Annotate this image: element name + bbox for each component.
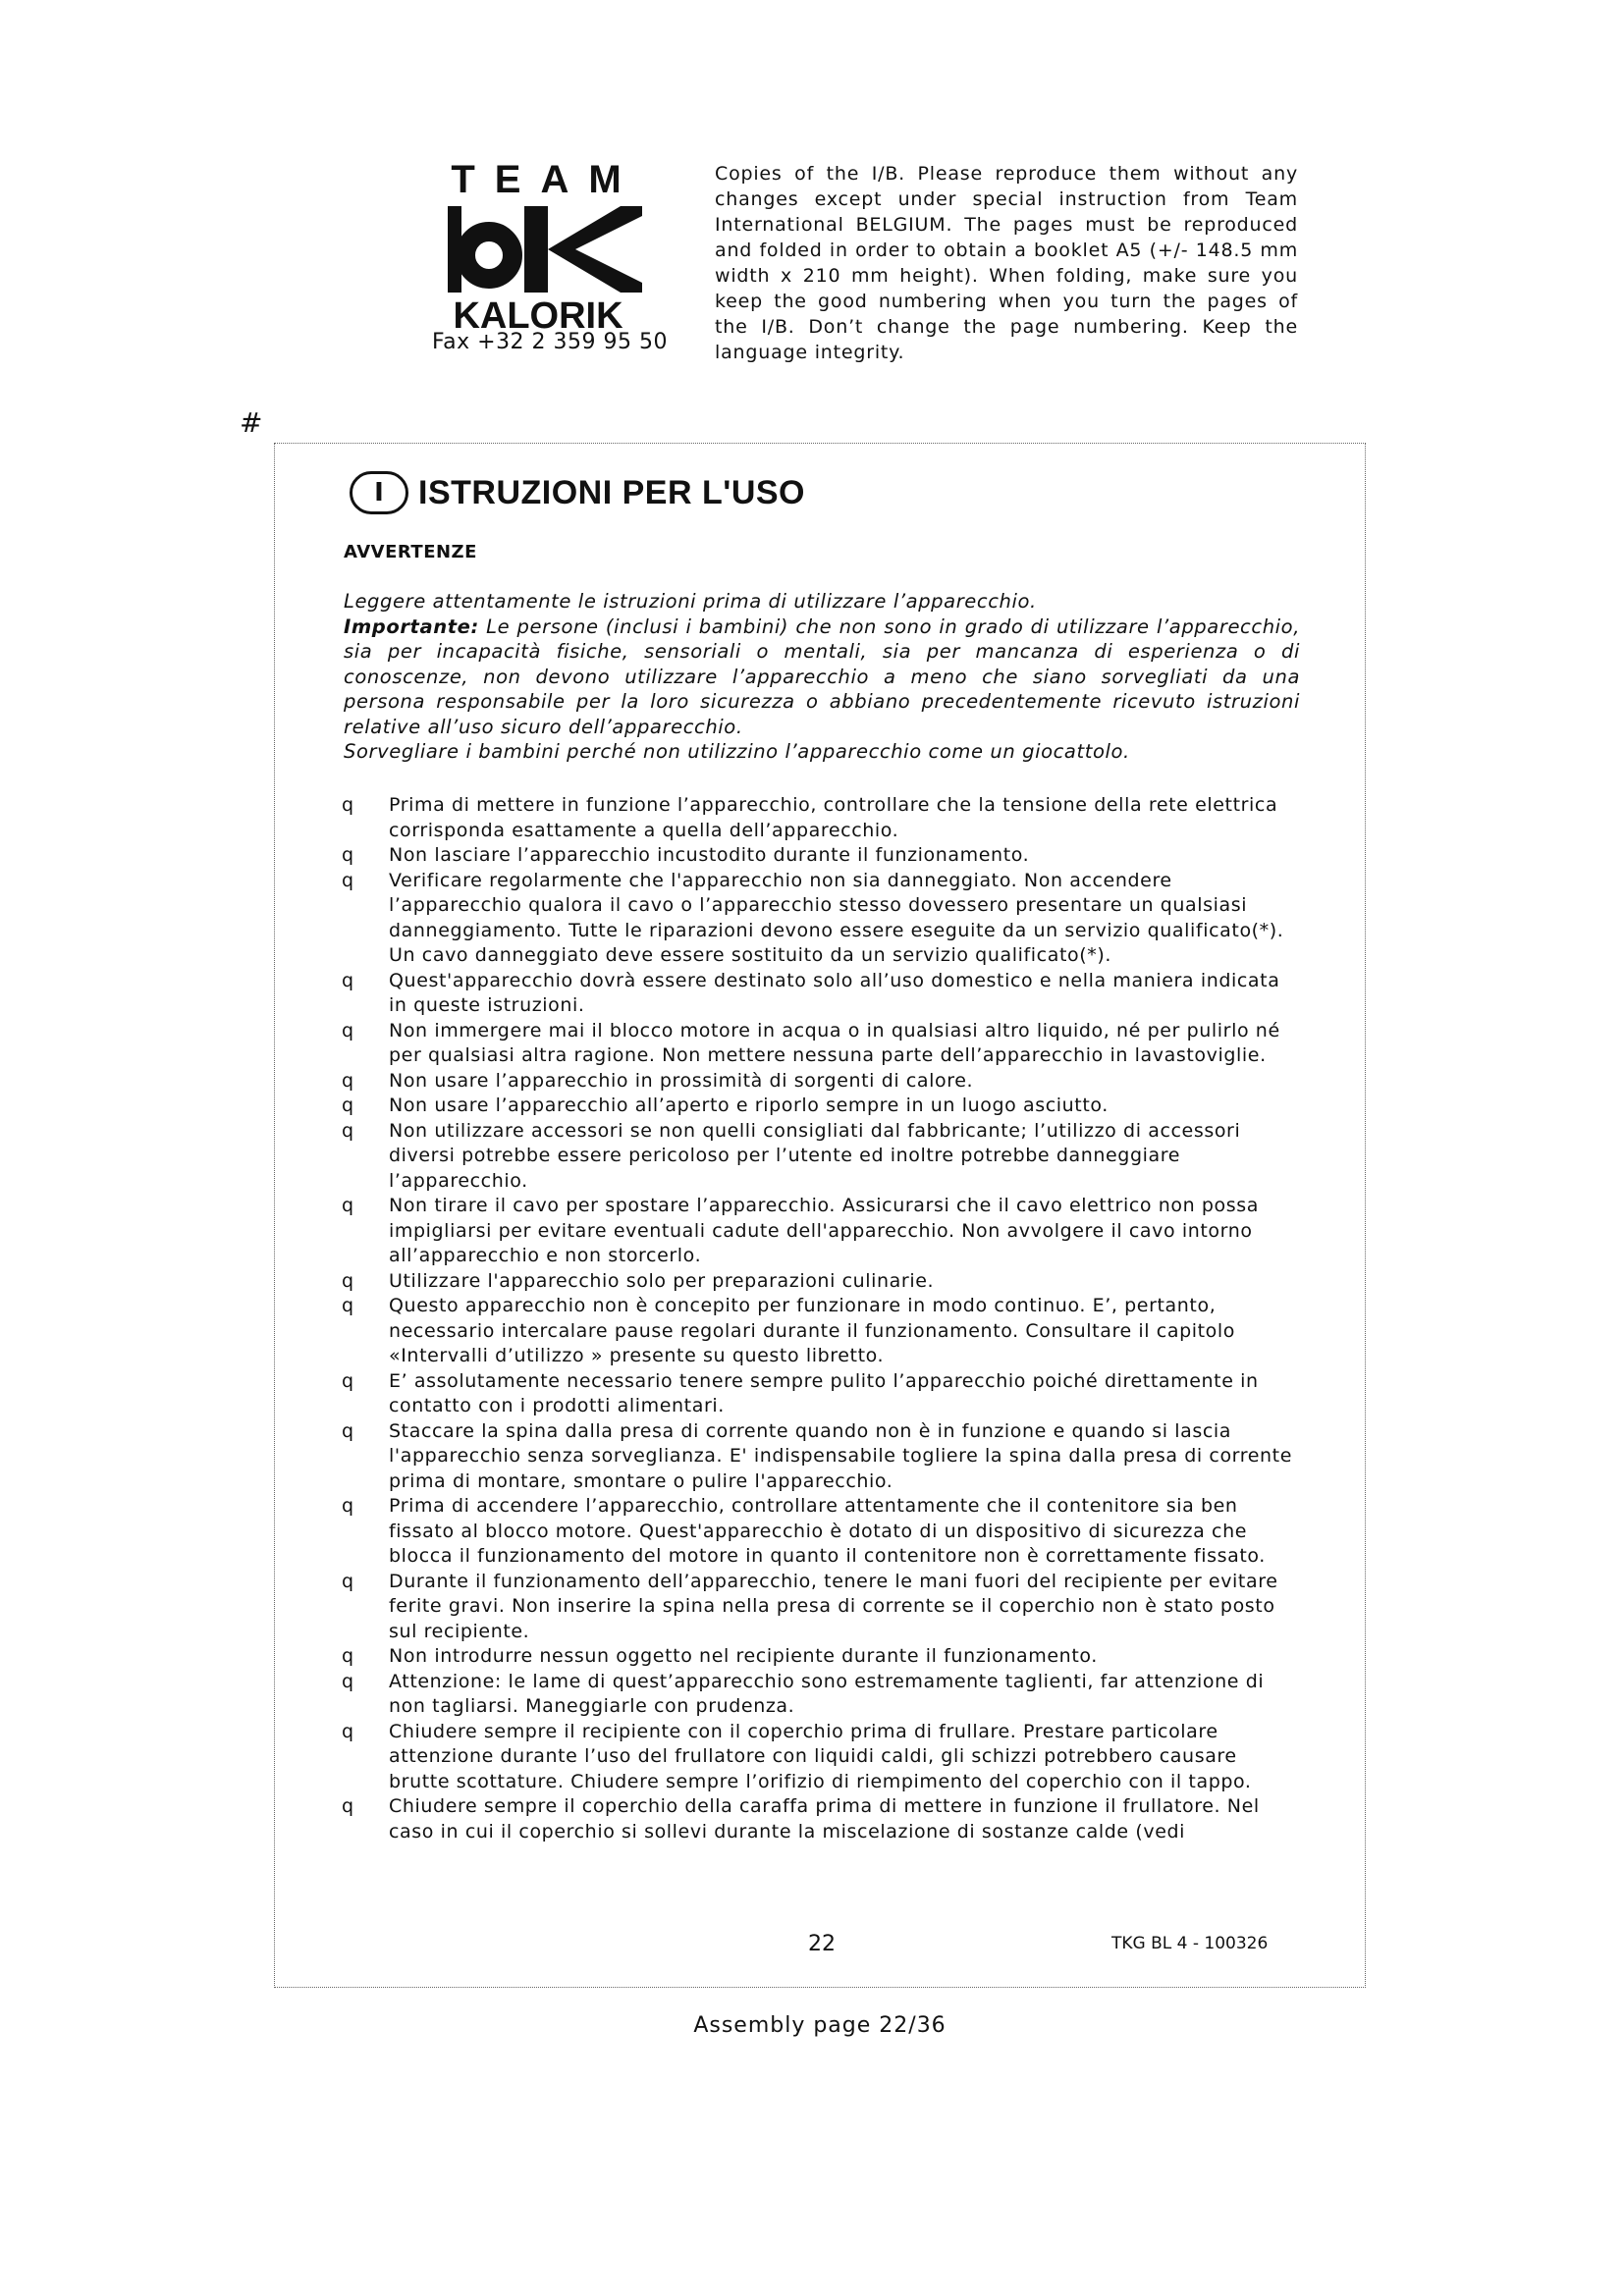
rule-text: Questo apparecchio non è concepito per funzionare in modo continuo. E’, pertanto, necessario intercalare pause regolari durante il funzionamento. Consultare il capitolo «Intervalli d’utilizzo » presente su questo libretto. <box>389 1295 1235 1366</box>
bullet-marker: q <box>342 1369 354 1392</box>
bullet-marker: q <box>342 794 354 816</box>
bullet-marker: q <box>342 1720 354 1742</box>
hash-mark: # <box>240 406 263 439</box>
bullet-marker: q <box>342 1795 354 1817</box>
kalorik-logo <box>428 159 664 332</box>
bullet-marker: q <box>342 1069 354 1092</box>
intro-text <box>344 589 1300 765</box>
list-item <box>342 1094 1304 1119</box>
logo-bar-left <box>448 206 461 293</box>
list-item <box>342 1570 1304 1645</box>
bullet-marker: q <box>342 1495 354 1517</box>
rule-text: Prima di accendere l’apparecchio, controllare attentamente che il contenitore sia ben fissato al blocco motore. Quest'apparecchio è dotato di un dispositivo di sicurezza che blocca il funzionamento del motore in quanto il contenitore non è correttamente fissato. <box>389 1495 1266 1567</box>
list-item <box>342 1670 1304 1720</box>
list-item <box>342 1069 1304 1095</box>
logo-circle-shape <box>465 232 513 279</box>
list-item <box>342 1794 1304 1844</box>
page-number: 22 <box>808 1932 836 1956</box>
bullet-marker: q <box>342 969 354 991</box>
rule-text: Non usare l’apparecchio all’aperto e riporlo sempre in un luogo asciutto. <box>389 1095 1109 1116</box>
bullet-marker: q <box>342 1095 354 1116</box>
logo-k-arms <box>548 206 642 293</box>
bullet-marker: q <box>342 1570 354 1592</box>
assembly-label: Assembly page 22/36 <box>693 2013 947 2038</box>
list-item <box>342 1269 1304 1295</box>
important-text: Le persone (inclusi i bambini) che non sono in grado di utilizzare l’apparecchio, sia per incapacità fisiche, sensoriali o mentali, sia per mancanza di esperienza o di conoscenze, non devono utilizzare l’apparecchio a meno che siano sorvegliati da una persona responsabile per la loro sicurezza o abbiano precedentemente ricevuto istruzioni relative all’uso sicuro dell’apparecchio. <box>344 614 1300 738</box>
rule-text: Non usare l’apparecchio in prossimità di sorgenti di calore. <box>389 1069 974 1092</box>
rule-text: Chiudere sempre il coperchio della caraffa prima di mettere in funzione il frullatore. Nel caso in cui il coperchio si sollevi durante la miscelazione di sostanze calde (vedi <box>389 1795 1260 1842</box>
rule-text: E’ assolutamente necessario tenere sempre pulito l’apparecchio poiché direttamente in contatto con i prodotti alimentari. <box>389 1369 1259 1416</box>
bullet-marker: q <box>342 1419 354 1442</box>
reproduction-instructions: Copies of the I/B. Please reproduce them without any changes except under special instruction from Team International BELGIUM. The pages must be reproduced and folded in order to obtain a booklet A5 (+/- 148.5 mm width x 210 mm height). When folding, make sure you keep the good numbering when you turn the pages of the I/B. Don’t change the page numbering. Keep the language integrity. <box>715 163 1298 363</box>
rule-text: Durante il funzionamento dell’apparecchio, tenere le mani fuori del recipiente per evitare ferite gravi. Non inserire la spina nella presa di corrente se il coperchio non è stato posto sul recipiente. <box>389 1570 1278 1642</box>
list-item <box>342 1119 1304 1195</box>
safety-rules-list <box>342 793 1304 1844</box>
language-badge: I <box>350 471 408 514</box>
rule-text: Prima di mettere in funzione l’apparecchio, controllare che la tensione della rete elettrica corrisponda esattamente a quella dell’apparecchio. <box>389 794 1278 841</box>
list-item <box>342 793 1304 843</box>
important-label: Importante: <box>344 614 479 638</box>
supervision-line: Sorvegliare i bambini perché non utilizzino l’apparecchio come un giocattolo. <box>344 740 1130 763</box>
important-paragraph <box>344 614 1300 740</box>
bullet-marker: q <box>342 1269 354 1292</box>
bullet-marker: q <box>342 844 354 866</box>
list-item <box>342 969 1304 1019</box>
logo-bar-k <box>524 206 548 293</box>
rule-text: Staccare la spina dalla presa di corrente quando non è in funzione e quando si lascia l'apparecchio senza sorveglianza. E' indispensabile togliere la spina dalla presa di corrente prima di montare, smontare o pulire l'apparecchio. <box>389 1419 1293 1492</box>
title-text: ISTRUZIONI PER L'USO <box>418 473 805 511</box>
rule-text: Non tirare il cavo per spostare l’apparecchio. Assicurarsi che il cavo elettrico non possa impigliarsi per evitare eventuali cadute dell'apparecchio. Non avvolgere il cavo intorno all’apparecchio e non storcerlo. <box>389 1195 1260 1266</box>
document-code: TKG BL 4 - 100326 <box>1111 1934 1269 1953</box>
kalorik-logo-mark <box>428 159 664 332</box>
bullet-marker: q <box>342 1295 354 1316</box>
rule-text: Attenzione: le lame di quest’apparecchio sono estremamente taglienti, far attenzione di non tagliarsi. Maneggiarle con prudenza. <box>389 1670 1265 1717</box>
rule-text: Verificare regolarmente che l'apparecchio non sia danneggiato. Non accendere l’apparecchio qualora il cavo o l’apparecchio stesso dovessero presentare un qualsiasi danneggiamento. Tutte le riparazioni devono essere eseguite da un servizio qualificato(*). Un cavo danneggiato deve essere sostituito da un servizio qualificato(*). <box>389 869 1284 966</box>
logo-kalorik-text: KALORIK <box>453 295 623 332</box>
rule-text: Non utilizzare accessori se non quelli consigliati dal fabbricante; l’utilizzo di accessori diversi potrebbe essere pericoloso per l’utente ed inoltre potrebbe danneggiare l’apparecchio. <box>389 1119 1241 1192</box>
list-item <box>342 1720 1304 1795</box>
fax-number: Fax +32 2 359 95 50 <box>432 330 669 354</box>
bullet-marker: q <box>342 1195 354 1216</box>
rule-text: Non introdurre nessun oggetto nel recipiente durante il funzionamento. <box>389 1645 1098 1667</box>
list-item <box>342 869 1304 969</box>
list-item <box>342 1369 1304 1419</box>
rule-text: Non lasciare l’apparecchio incustodito durante il funzionamento. <box>389 844 1030 866</box>
intro-line: Leggere attentamente le istruzioni prima di utilizzare l’apparecchio. <box>344 590 1037 613</box>
list-item <box>342 1194 1304 1269</box>
rule-text: Non immergere mai il blocco motore in acqua o in qualsiasi altro liquido, né per pulirlo né per qualsiasi altra ragione. Non mettere nessuna parte dell’apparecchio in lavastoviglie. <box>389 1019 1280 1066</box>
bullet-marker: q <box>342 1119 354 1142</box>
list-item <box>342 1019 1304 1069</box>
page-title <box>350 471 805 514</box>
rule-text: Utilizzare l'apparecchio solo per preparazioni culinarie. <box>389 1269 935 1292</box>
bullet-marker: q <box>342 1670 354 1692</box>
rule-text: Quest'apparecchio dovrà essere destinato solo all’uso domestico e nella maniera indicata in queste istruzioni. <box>389 969 1280 1016</box>
bullet-marker: q <box>342 1645 354 1667</box>
warnings-heading: AVVERTENZE <box>344 542 477 562</box>
list-item <box>342 1419 1304 1495</box>
rule-text: Chiudere sempre il recipiente con il coperchio prima di frullare. Prestare particolare attenzione durante l’uso del frullatore con liquidi caldi, gli schizzi potrebbero causare brutte scottature. Chiudere sempre l’orifizio di riempimento del coperchio con il tappo. <box>389 1720 1252 1792</box>
bullet-marker: q <box>342 869 354 891</box>
list-item <box>342 843 1304 869</box>
list-item <box>342 1494 1304 1570</box>
list-item <box>342 1294 1304 1369</box>
bullet-marker: q <box>342 1019 354 1041</box>
logo-team-text: TEAM <box>451 159 641 201</box>
list-item <box>342 1644 1304 1670</box>
